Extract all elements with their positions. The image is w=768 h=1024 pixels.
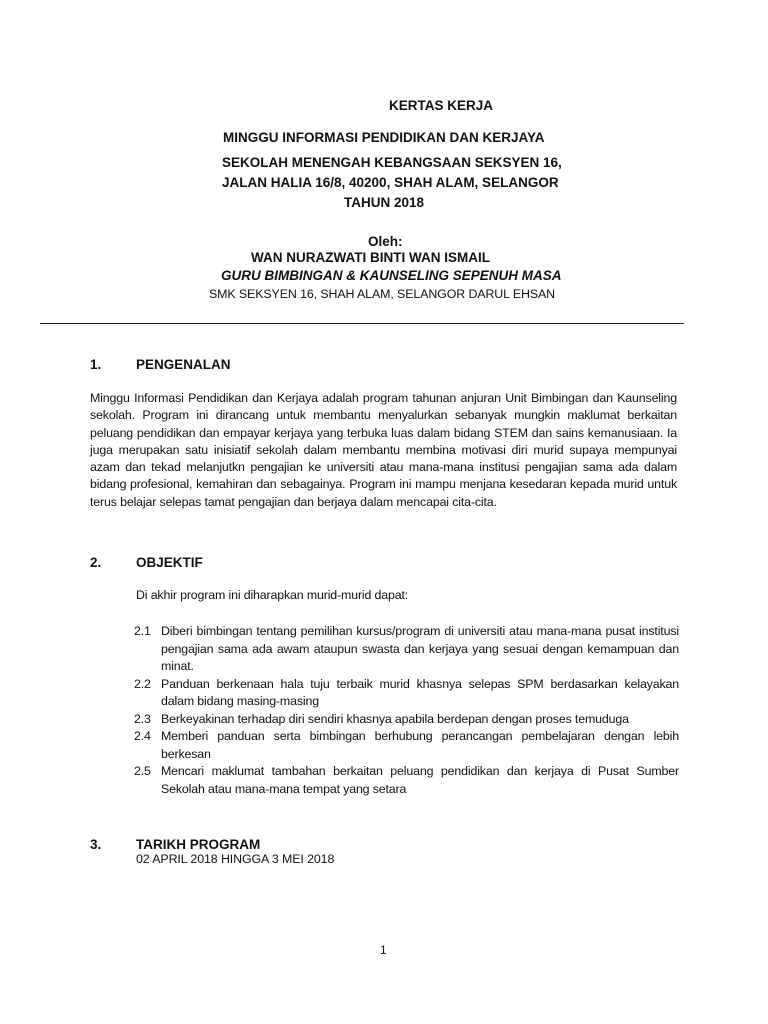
school-name: SEKOLAH MENENGAH KEBANGSAAN SEKSYEN 16, bbox=[222, 155, 562, 170]
author-name: WAN NURAZWATI BINTI WAN ISMAIL bbox=[251, 250, 490, 265]
section-2-number: 2. bbox=[90, 555, 102, 570]
section-3-title: TARIKH PROGRAM bbox=[136, 837, 261, 852]
section-1-number: 1. bbox=[90, 357, 102, 372]
objective-number: 2.2 bbox=[134, 676, 151, 691]
objective-item bbox=[134, 728, 679, 763]
objective-text: Diberi bimbingan tentang pemilihan kursus/program di universiti atau mana-mana pusat institusi pengajian sama ada awam ataupun swasta dan kerjaya yang sesuai dengan kemampuan dan minat. bbox=[161, 624, 679, 673]
objective-item bbox=[134, 676, 679, 711]
section-2-title: OBJEKTIF bbox=[136, 555, 203, 570]
school-address: JALAN HALIA 16/8, 40200, SHAH ALAM, SELANGOR bbox=[222, 175, 559, 190]
author-role: GURU BIMBINGAN & KAUNSELING SEPENUH MASA bbox=[221, 268, 562, 283]
objective-list bbox=[134, 623, 679, 798]
objective-number: 2.4 bbox=[134, 729, 151, 743]
objective-text: Berkeyakinan terhadap diri sendiri khasnya apabila berdepan dengan proses temuduga bbox=[161, 711, 629, 726]
event-title: MINGGU INFORMASI PENDIDIKAN DAN KERJAYA bbox=[223, 130, 545, 145]
objective-text: Memberi panduan serta bimbingan berhubung perancangan pembelajaran dengan lebih berkesan bbox=[161, 729, 679, 761]
author-organization: SMK SEKSYEN 16, SHAH ALAM, SELANGOR DARUL EHSAN bbox=[209, 287, 556, 301]
objective-text: Mencari maklumat tambahan berkaitan peluang pendidikan dan kerjaya di Pusat Sumber Sekolah atau mana-mana tempat yang setara bbox=[161, 764, 679, 796]
objective-number: 2.1 bbox=[134, 624, 151, 638]
objective-item bbox=[134, 763, 679, 798]
program-dates: 02 APRIL 2018 HINGGA 3 MEI 2018 bbox=[136, 852, 335, 866]
header-divider bbox=[40, 323, 684, 324]
section-1-title: PENGENALAN bbox=[136, 357, 231, 372]
program-year: TAHUN 2018 bbox=[344, 195, 425, 210]
objective-intro: Di akhir program ini diharapkan murid-murid dapat: bbox=[136, 588, 409, 602]
page-number: 1 bbox=[380, 943, 387, 957]
section-3-number: 3. bbox=[90, 837, 102, 852]
objective-text: Panduan berkenaan hala tuju terbaik murid khasnya selepas SPM berdasarkan kelayakan dalam bidang masing-masing bbox=[161, 676, 679, 708]
section-1-body: Minggu Informasi Pendidikan dan Kerjaya adalah program tahunan anjuran Unit Bimbingan dan Kaunseling sekolah. Program ini dirancang untuk membantu menyalurkan sebanyak mungkin maklumat berkaitan peluang pendidikan dan empayar kerjaya yang terbuka luas dalam bidang STEM dan sains kemanusiaan. Ia juga merupakan satu inisiatif sekolah dalam membantu membina motivasi diri murid supaya mempunyai azam dan tekad melanjutkn pengajian ke universiti atau mana-mana institusi pengajian sama ada dalam bidang profesional, kemahiran dan sebagainya. Program ini mampu menjana kesedaran kepada murid untuk terus belajar selepas tamat pengajian dan berjaya dalam mencapai cita-cita. bbox=[90, 391, 677, 509]
objective-number: 2.3 bbox=[134, 711, 151, 726]
by-label: Oleh: bbox=[368, 234, 403, 249]
doc-type-heading: KERTAS KERJA bbox=[389, 98, 494, 113]
objective-item bbox=[134, 711, 679, 729]
objective-item bbox=[134, 623, 679, 676]
objective-number: 2.5 bbox=[134, 764, 151, 778]
